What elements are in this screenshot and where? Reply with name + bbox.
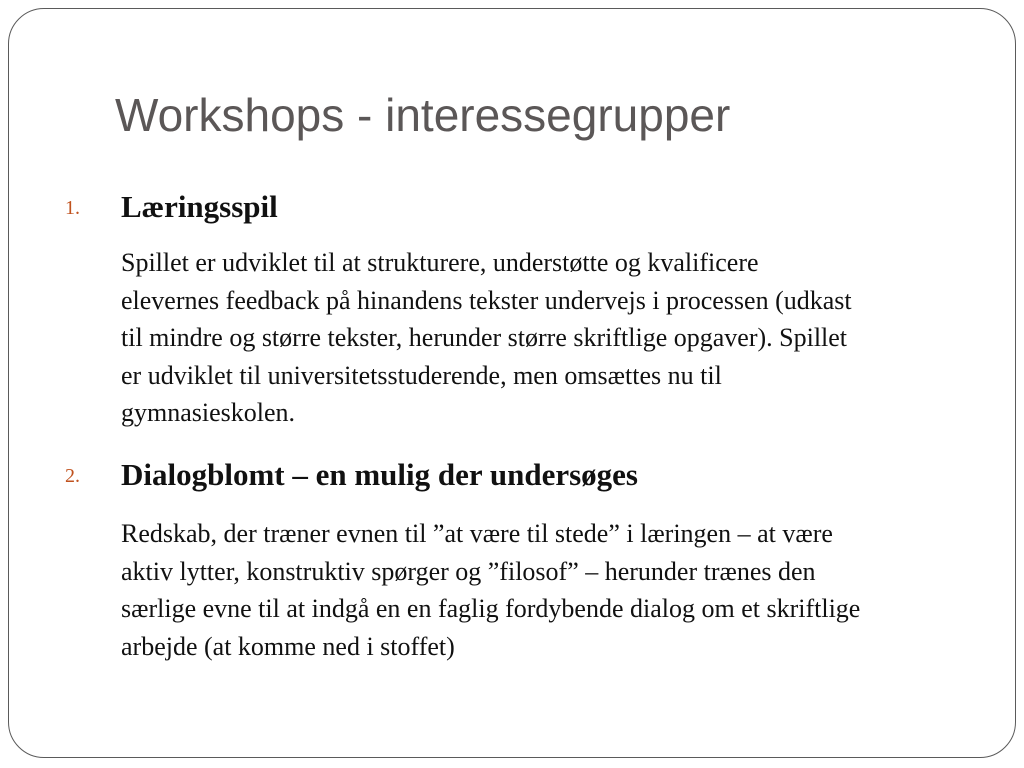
list-number: 1. — [65, 197, 80, 219]
item-description — [121, 515, 1001, 665]
item-heading: Dialogblomt – en mulig der undersøges — [121, 457, 638, 492]
item-description — [121, 244, 1001, 432]
text-line: aktiv lytter, konstruktiv spørger og ”filosof” – herunder trænes den — [121, 556, 816, 586]
text-line: gymnasieskolen. — [121, 398, 296, 427]
text-line: til mindre og større tekster, herunder større skriftlige opgaver). Spillet — [121, 323, 848, 352]
item-heading: Læringsspil — [121, 189, 278, 224]
text-line: særlige evne til at indgå en en faglig fordybende dialog om et skriftlige — [121, 594, 861, 623]
slide — [8, 8, 1016, 758]
text-line: arbejde (at komme ned i stoffet) — [121, 631, 455, 661]
text-line: Redskab, der træner evnen til ”at være til stede” i læringen – at være — [121, 519, 833, 548]
text-line: er udviklet til universitetsstuderende, men omsættes nu til — [121, 360, 722, 390]
text-line: Spillet er udviklet til at strukturere, understøtte og kvalificere — [121, 248, 759, 277]
slide-title: Workshops - interessegrupper — [115, 89, 731, 141]
text-line: elevernes feedback på hinandens tekster undervejs i processen (udkast — [121, 285, 852, 315]
list-number: 2. — [65, 465, 80, 487]
